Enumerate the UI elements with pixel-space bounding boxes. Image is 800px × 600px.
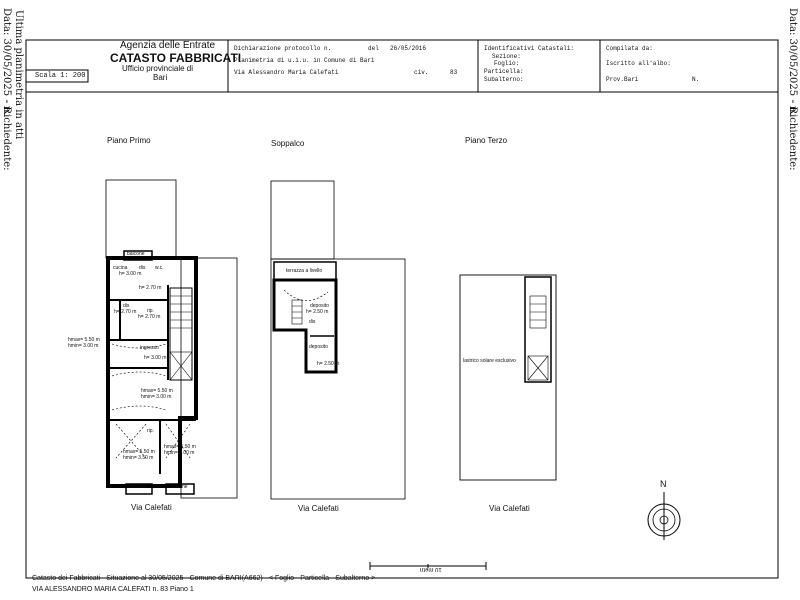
room-wc: w.c.	[155, 265, 164, 271]
room-terrazza: terrazza a livello	[286, 268, 323, 274]
room-ingresso: ingresso	[140, 345, 159, 351]
compilata-label: Compilata da:	[606, 45, 653, 52]
room-ingresso-h: h= 3.00 m	[144, 355, 167, 361]
footer-line-2: VIA ALESSANDRO MARIA CALEFATI n. 83 Piano 1	[32, 586, 194, 593]
room-cucina: cucina	[113, 265, 128, 271]
particella-label: Particella:	[484, 68, 524, 75]
room-dis2-h: h= 2.70 m	[114, 309, 137, 315]
scale-label: Scala 1: 200	[35, 72, 86, 80]
title-soppalco: Soppalco	[271, 139, 305, 148]
room-rip2: rip.	[147, 428, 154, 434]
identificativi-label: Identificativi Catastali:	[484, 45, 575, 52]
dichiarazione-date: 26/05/2016	[390, 45, 427, 52]
room-lastrico: lastrico solare esclusivo	[463, 358, 516, 364]
room-wc-h: h= 2.70 m	[139, 285, 162, 291]
room-hmax3: hmax= 5.50 m	[123, 449, 155, 455]
iscritto-label: Iscritto all'albo:	[606, 60, 671, 67]
title-piano-terzo: Piano Terzo	[465, 136, 508, 145]
ufficio-label: Ufficio provinciale di	[122, 64, 193, 73]
room-hmax1: hmax= 5.50 m	[68, 337, 100, 343]
room-deposito1: deposito	[310, 303, 329, 309]
room-dis3: dis	[309, 319, 316, 325]
room-hmax2: hmax= 5.50 m	[141, 388, 173, 394]
sezione-label: Sezione:	[492, 53, 521, 60]
room-rip-h: h= 2.70 m	[138, 314, 161, 320]
left-margin-date: Data: 30/05/2025 - n.	[1, 8, 12, 116]
dichiarazione-label: Dichiarazione protocollo n.	[234, 45, 332, 52]
address-label: Via Alessandro Maria Calefati	[234, 69, 339, 76]
room-deposito2-h: h= 2.50 m	[317, 361, 340, 367]
room-deposito1-h: h= 2.50 m	[306, 309, 329, 315]
room-hmin4: hmin= 3.00 m	[164, 450, 195, 456]
catasto-title: CATASTO FABBRICATI	[110, 51, 242, 65]
ufficio-city: Bari	[153, 73, 168, 82]
footer-line-1: Catasto dei Fabbricati - Situazione al 30/05/2025 - Comune di BARI(A662) - < Foglio - Particella - Subalterno >	[32, 575, 376, 582]
room-cucina-h: h= 3.00 m	[119, 271, 142, 277]
street-label-3: Via Calefati	[489, 504, 530, 513]
room-dis2: dis	[123, 303, 130, 309]
room-balcone-b2: balcone	[170, 484, 188, 490]
agency-name: Agenzia delle Entrate	[120, 40, 216, 51]
room-hmin3: hmin= 3.50 m	[123, 455, 154, 461]
left-margin-note: Ultima planimetria in atti	[13, 10, 24, 140]
right-margin-date: Data: 30/05/2025 - n.	[787, 8, 798, 116]
compass-north-label: N	[660, 479, 667, 489]
n-label: N.	[692, 76, 700, 83]
civ-value: 83	[450, 69, 458, 76]
civ-label: civ.	[414, 69, 429, 76]
room-dis1: dis	[139, 265, 146, 271]
title-piano-primo: Piano Primo	[107, 136, 151, 145]
room-deposito2: deposito	[309, 344, 328, 350]
del-label: del	[368, 45, 379, 52]
left-margin-richiedente: - Richiedente:	[1, 100, 12, 171]
prov-label: Prov.Bari	[606, 76, 639, 83]
foglio-label: Foglio:	[494, 60, 520, 67]
room-balcone-b1: balcone	[129, 484, 147, 490]
right-margin-richiedente: - Richiedente:	[787, 100, 798, 171]
room-balcone-top: balcone	[127, 251, 145, 257]
street-label-1: Via Calefati	[131, 503, 172, 512]
room-hmin2: hmin= 3.00 m	[141, 394, 172, 400]
subalterno-label: Subalterno:	[484, 76, 524, 83]
street-label-2: Via Calefati	[298, 504, 339, 513]
room-hmax4: hmax= 5.50 m	[164, 444, 196, 450]
planimetria-label: Planimetria di u.i.u. in Comune di Bari	[234, 57, 375, 64]
room-hmin1: hmin= 3.00 m	[68, 343, 99, 349]
room-rip: rip.	[147, 308, 154, 314]
scale-bar-label: 10 metri	[420, 566, 442, 572]
